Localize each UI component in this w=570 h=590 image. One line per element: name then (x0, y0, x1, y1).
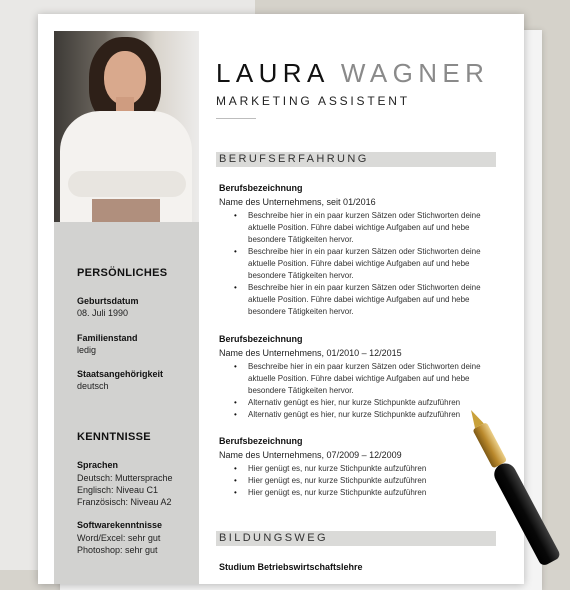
software-line: Photoshop: sehr gut (77, 545, 158, 555)
birthdate-value: 08. Juli 1990 (77, 308, 129, 318)
candidate-name (216, 58, 489, 89)
job-meta: Name des Unternehmens, seit 01/2016 (219, 197, 376, 207)
job-meta: Name des Unternehmens, 01/2010 – 12/2015 (219, 348, 402, 358)
last-name: WAGNER (340, 58, 490, 88)
language-line: Französisch: Niveau A2 (77, 497, 172, 507)
languages-label: Sprachen (77, 460, 119, 470)
job-title: Berufsbezeichnung (219, 334, 303, 344)
nationality-label: Staatsangehörigkeit (77, 369, 164, 379)
bullet-item: • Beschreibe hier in ein paar kurzen Sätzen oder Stichworten deine aktuelle Position. Führe dabei wichtige Aufgaben auf und hebe besondere Tätigkeiten hervor. (234, 210, 496, 246)
nationality-value: deutsch (77, 381, 109, 391)
first-name: LAURA (216, 58, 329, 88)
birthdate-label: Geburtsdatum (77, 296, 139, 306)
bullet-item: • Beschreibe hier in ein paar kurzen Sätzen oder Stichworten deine aktuelle Position. Führe dabei wichtige Aufgaben auf und hebe besondere Tätigkeiten hervor. (234, 246, 496, 282)
language-line: Deutsch: Muttersprache (77, 473, 173, 483)
bullet-item: • Alternativ genügt es hier, nur kurze Stichpunkte aufzuführen (234, 397, 496, 409)
marital-status-value: ledig (77, 345, 97, 355)
job-title: Berufsbezeichnung (219, 183, 303, 193)
profile-photo (54, 31, 199, 222)
job-bullets (234, 210, 496, 318)
job-role: MARKETING ASSISTENT (216, 94, 410, 108)
bullet-item: • Hier genügt es, nur kurze Stichpunkte aufzuführen (234, 463, 496, 475)
resume-page (38, 14, 524, 584)
education-item-title: Studium Betriebswirtschaftslehre (219, 562, 363, 572)
bullet-item: • Alternativ genügt es hier, nur kurze Stichpunkte aufzuführen (234, 409, 496, 421)
personal-heading: PERSÖNLICHES (77, 267, 168, 279)
software-line: Word/Excel: sehr gut (77, 533, 161, 543)
bullet-item: • Hier genügt es, nur kurze Stichpunkte aufzuführen (234, 475, 496, 487)
job-title: Berufsbezeichnung (219, 436, 303, 446)
experience-heading: BERUFSERFAHRUNG (216, 152, 496, 167)
bullet-item: • Beschreibe hier in ein paar kurzen Sätzen oder Stichworten deine aktuelle Position. Führe dabei wichtige Aufgaben auf und hebe besondere Tätigkeiten hervor. (234, 282, 496, 318)
bullet-item: • Beschreibe hier in ein paar kurzen Sätzen oder Stichworten deine aktuelle Position. Führe dabei wichtige Aufgaben auf und hebe besondere Tätigkeiten hervor. (234, 361, 496, 397)
marital-status-label: Familienstand (77, 333, 138, 343)
job-bullets (234, 463, 496, 499)
job-bullets (234, 361, 496, 421)
language-line: Englisch: Niveau C1 (77, 485, 159, 495)
education-heading: BILDUNGSWEG (216, 531, 496, 546)
sidebar (54, 31, 199, 584)
skills-heading: KENNTNISSE (77, 431, 151, 443)
software-label: Softwarekenntnisse (77, 520, 163, 530)
title-divider (216, 118, 256, 119)
job-meta: Name des Unternehmens, 07/2009 – 12/2009 (219, 450, 402, 460)
bullet-item: • Hier genügt es, nur kurze Stichpunkte aufzuführen (234, 487, 496, 499)
